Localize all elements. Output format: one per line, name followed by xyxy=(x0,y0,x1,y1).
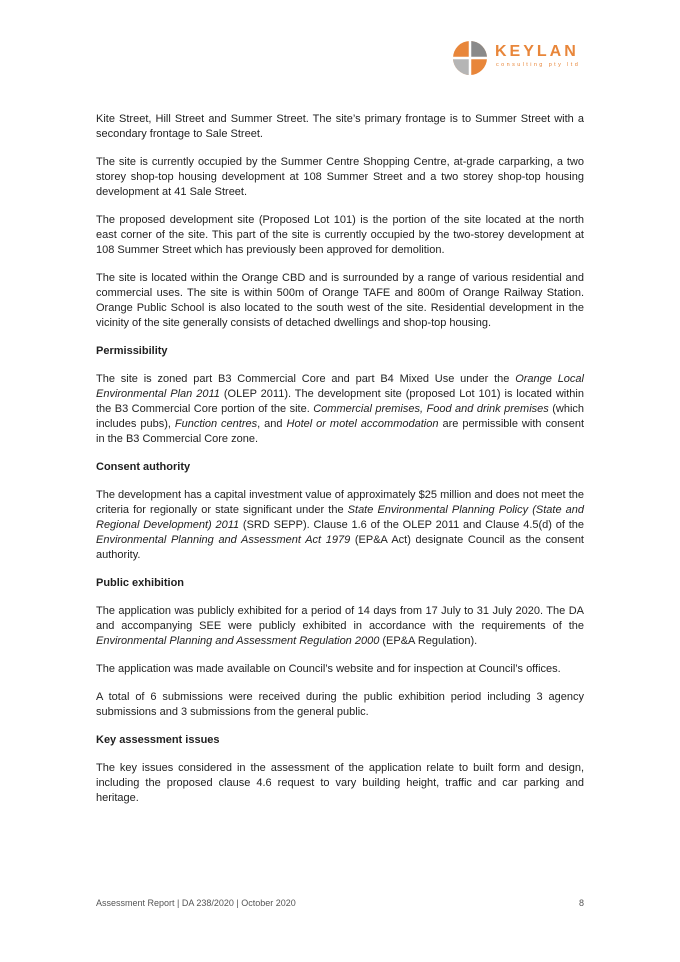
paragraph-website-availability: The application was made available on Council’s website and for inspection at Council’s offices. xyxy=(96,663,561,675)
text-run: (EP&A Act) designate Council as the consent authority. xyxy=(96,534,584,561)
italic-run: Environmental Planning and Assessment Act 1979 xyxy=(96,534,351,546)
keylan-logo-mark-icon xyxy=(452,40,488,76)
text-run: (which includes pubs), xyxy=(96,403,585,430)
page-footer xyxy=(96,898,584,908)
paragraph-proposed-site: The proposed development site (Proposed Lot 101) is the portion of the site located at the north east corner of the site. This part of the site is currently occupied by the two-storey development at 108 Summer Street which has previously been approved for demolition. xyxy=(96,214,584,256)
heading-consent-authority: Consent authority xyxy=(96,461,191,473)
text-run: The application was publicly exhibited for a period of 14 days from 17 July to 31 July 2020. The DA and accompanying SEE were publicly exhibited in accordance with the requirements of the xyxy=(96,605,584,632)
text-run: (OLEP 2011). The development site (proposed Lot 101) is located within the B3 Commercial Core portion of the site. xyxy=(96,388,584,415)
text-run: The development has a capital investment value of approximately $25 million and does not meet the criteria for regionally or state significant under the xyxy=(96,489,584,516)
footer-report-reference: Assessment Report | DA 238/2020 | October 2020 xyxy=(96,898,296,908)
paragraph-consent-authority xyxy=(96,488,584,563)
italic-run: Environmental Planning and Assessment Regulation 2000 xyxy=(96,635,380,647)
italic-run: Orange Local Environmental Plan 2011 xyxy=(96,373,584,400)
text-run: (EP&A Regulation). xyxy=(379,635,478,647)
logo-tagline: consulting pty ltd xyxy=(496,62,581,68)
paragraph-permissibility xyxy=(96,372,584,447)
paragraph-site-location: The site is located within the Orange CBD and is surrounded by a range of various residential and commercial uses. The site is within 500m of Orange TAFE and 800m of Orange Railway Station. Orange Public School is also located to the south west of the site. Residential development in the vicinity of the site generally consists of detached dwellings and shop-top housing. xyxy=(96,272,584,329)
paragraph-public-exhibition xyxy=(96,604,584,649)
text-run: , and xyxy=(257,418,287,430)
text-run: (SRD SEPP). Clause 1.6 of the OLEP 2011 and Clause 4.5(d) of the xyxy=(239,519,584,531)
paragraph-site-streets: Kite Street, Hill Street and Summer Street. The site’s primary frontage is to Summer Street with a secondary frontage to Sale Street. xyxy=(96,113,584,140)
heading-key-assessment-issues: Key assessment issues xyxy=(96,734,220,746)
paragraph-key-issues: The key issues considered in the assessment of the application relate to built form and design, including the proposed clause 4.6 request to vary building height, traffic and car parking and heritage. xyxy=(96,762,584,804)
paragraph-site-occupancy: The site is currently occupied by the Summer Centre Shopping Centre, at-grade carparking, a two storey shop-top housing development at 108 Summer Street and a two storey shop-top housing development at 41 Sale Street. xyxy=(96,156,584,198)
paragraph-submissions: A total of 6 submissions were received during the public exhibition period including 3 agency submissions and 3 submissions from the general public. xyxy=(96,691,584,718)
text-run: The site is zoned part B3 Commercial Core and part B4 Mixed Use under the xyxy=(96,373,516,385)
text-run: are permissible with consent in the B3 Commercial Core zone. xyxy=(96,418,584,445)
heading-permissibility: Permissibility xyxy=(96,345,168,357)
keylan-logo xyxy=(452,40,592,80)
italic-run: Commercial premises, Food and drink premises xyxy=(313,403,549,415)
report-body xyxy=(96,112,584,819)
italic-run: Function centres xyxy=(174,418,258,430)
italic-run: Hotel or motel accommodation xyxy=(286,418,439,430)
italic-run: State Environmental Planning Policy (State and Regional Development) 2011 xyxy=(96,504,585,531)
page-number: 8 xyxy=(578,898,584,908)
heading-public-exhibition: Public exhibition xyxy=(96,577,185,589)
logo-wordmark: KEYLAN xyxy=(495,43,579,60)
